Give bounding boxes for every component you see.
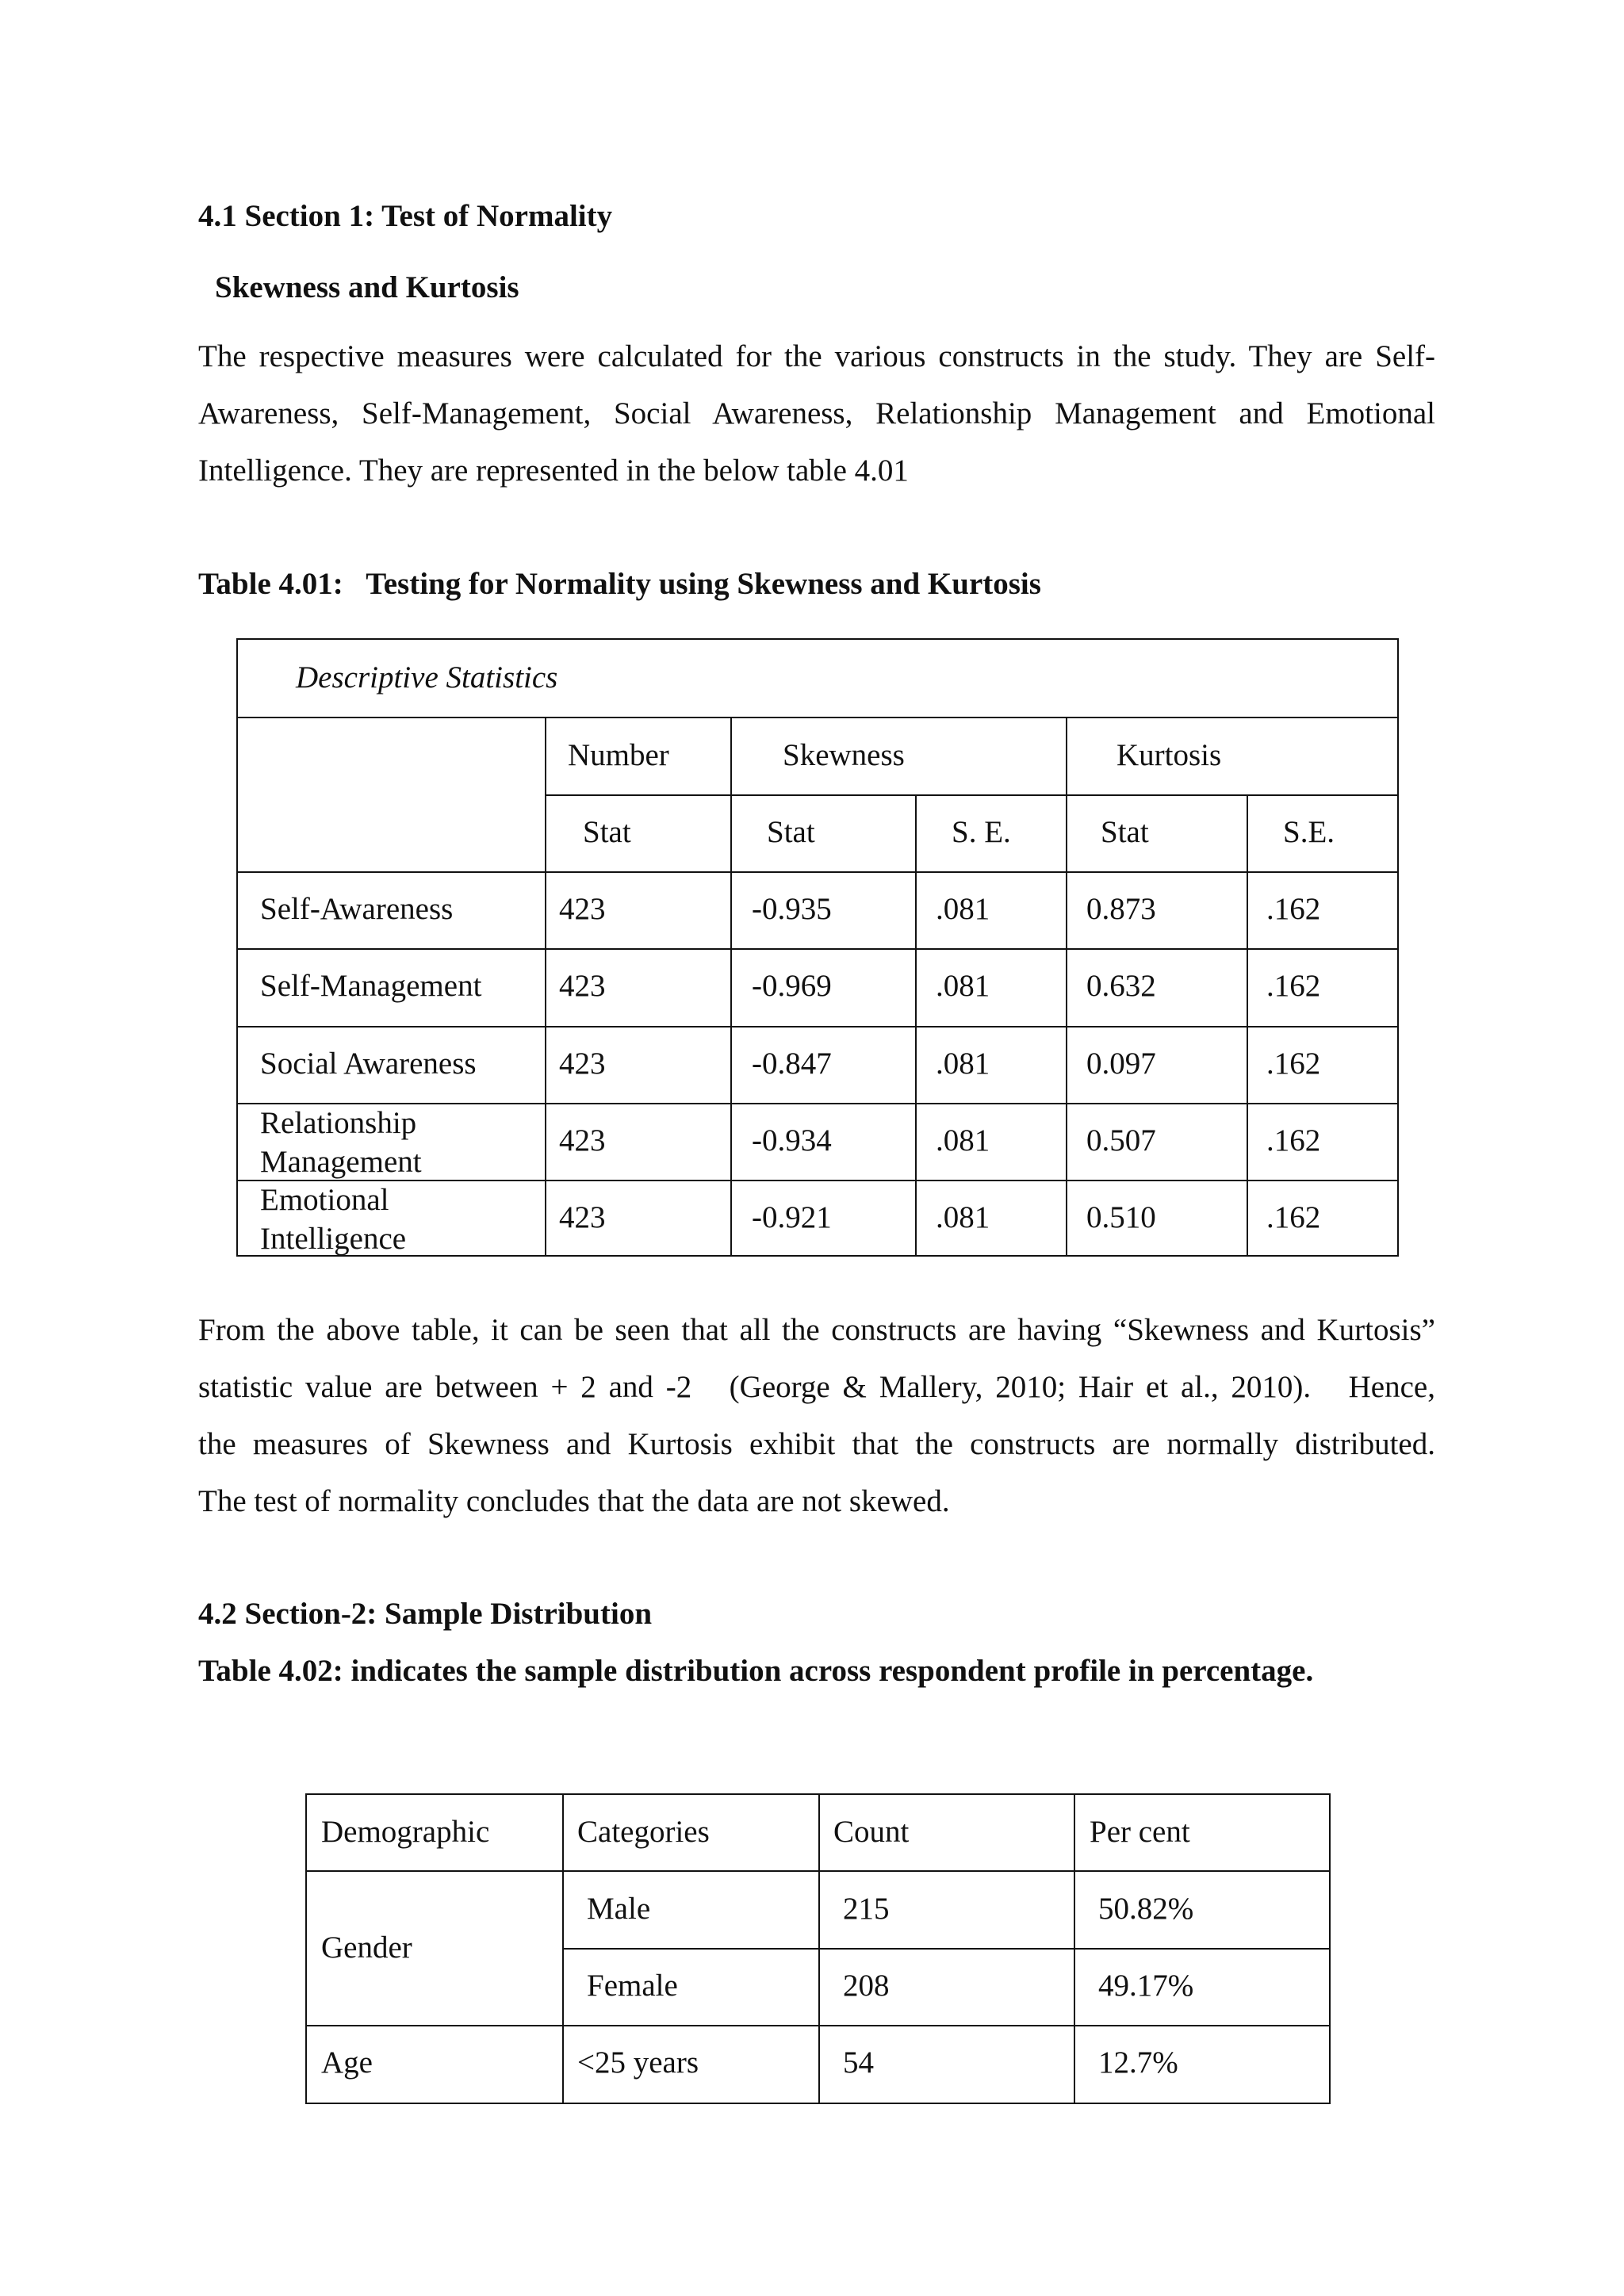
cell-skew-se: .081	[936, 892, 990, 926]
cell-skew-stat: -0.934	[752, 1123, 832, 1158]
conclusion-line: the measures of Skewness and Kurtosis exhibit that the constructs are normally distributed.	[198, 1427, 1435, 1461]
intro-line: The respective measures were calculated for the various constructs in the study. They are Self-	[198, 339, 1435, 373]
cell-skew-stat: -0.969	[752, 969, 832, 1003]
cell-n: 423	[559, 1123, 606, 1158]
row-label-line: Emotional	[260, 1183, 389, 1217]
cell-n: 423	[559, 892, 606, 926]
cell-n: 423	[559, 1047, 606, 1081]
cell-skew-se: .081	[936, 1123, 990, 1158]
sample-distribution-table	[305, 1793, 1331, 2104]
percent-cell: 49.17%	[1098, 1969, 1194, 2003]
intro-line: Intelligence. They are represented in the below table 4.01	[198, 453, 909, 488]
row-label	[260, 1104, 422, 1181]
demographic-age: Age	[321, 2045, 373, 2080]
row-label-line: Relationship	[260, 1106, 417, 1140]
cell-n: 423	[559, 969, 606, 1003]
table-caption: Table 4.01: Testing for Normality using Skewness and Kurtosis	[198, 567, 1041, 601]
demographic-gender: Gender	[321, 1931, 412, 1965]
percent-cell: 12.7%	[1098, 2045, 1178, 2080]
count-cell: 54	[843, 2045, 874, 2080]
category-cell: Female	[587, 1969, 678, 2003]
count-cell: 208	[843, 1969, 890, 2003]
section-subheading: Skewness and Kurtosis	[215, 270, 519, 304]
header-skewness: Skewness	[783, 738, 905, 772]
subheader-kurt-se: S.E.	[1283, 815, 1335, 849]
row-label-line: Intelligence	[260, 1222, 407, 1256]
header-percent: Per cent	[1090, 1815, 1190, 1849]
intro-line: Awareness, Self-Management, Social Awareness, Relationship Management and Emotional	[198, 396, 1435, 430]
table-title: Descriptive Statistics	[296, 660, 558, 695]
conclusion-line: statistic value are between + 2 and -2 (George & Mallery, 2010; Hair et al., 2010). Hence,	[198, 1370, 1435, 1404]
subheader-skew-se: S. E.	[952, 815, 1011, 849]
cell-kurt-stat: 0.873	[1086, 892, 1156, 926]
row-label: Self-Management	[260, 969, 482, 1003]
subheader-n-stat: Stat	[583, 815, 631, 849]
row-label	[260, 1181, 406, 1258]
cell-skew-se: .081	[936, 1200, 990, 1234]
header-count: Count	[833, 1815, 910, 1849]
cell-skew-stat: -0.847	[752, 1047, 832, 1081]
category-cell: <25 years	[577, 2045, 699, 2080]
cell-skew-stat: -0.921	[752, 1200, 832, 1234]
cell-n: 423	[559, 1200, 606, 1234]
row-label: Social Awareness	[260, 1047, 477, 1081]
header-number: Number	[568, 738, 669, 772]
cell-skew-se: .081	[936, 1047, 990, 1081]
cell-kurt-se: .162	[1266, 1047, 1321, 1081]
row-label-line: Management	[260, 1145, 422, 1179]
cell-skew-se: .081	[936, 969, 990, 1003]
header-kurtosis: Kurtosis	[1116, 738, 1222, 772]
table-caption: Table 4.02: indicates the sample distribution across respondent profile in percentage.	[198, 1654, 1314, 1688]
descriptive-statistics-table	[236, 638, 1399, 1257]
subheader-skew-stat: Stat	[767, 815, 815, 849]
subheader-kurt-stat: Stat	[1101, 815, 1149, 849]
cell-kurt-stat: 0.507	[1086, 1123, 1156, 1158]
cell-kurt-se: .162	[1266, 1200, 1321, 1234]
section-heading: 4.1 Section 1: Test of Normality	[198, 199, 613, 233]
cell-kurt-stat: 0.510	[1086, 1200, 1156, 1234]
section-heading: 4.2 Section-2: Sample Distribution	[198, 1597, 653, 1631]
cell-skew-stat: -0.935	[752, 892, 832, 926]
row-label: Self-Awareness	[260, 892, 454, 926]
header-demographic: Demographic	[321, 1815, 490, 1849]
cell-kurt-se: .162	[1266, 1123, 1321, 1158]
cell-kurt-stat: 0.097	[1086, 1047, 1156, 1081]
count-cell: 215	[843, 1892, 890, 1926]
cell-kurt-stat: 0.632	[1086, 969, 1156, 1003]
category-cell: Male	[587, 1892, 651, 1926]
conclusion-line: The test of normality concludes that the data are not skewed.	[198, 1484, 950, 1518]
cell-kurt-se: .162	[1266, 969, 1321, 1003]
conclusion-line: From the above table, it can be seen that all the constructs are having “Skewness and Kurtosis”	[198, 1313, 1435, 1347]
cell-kurt-se: .162	[1266, 892, 1321, 926]
header-categories: Categories	[577, 1815, 710, 1849]
percent-cell: 50.82%	[1098, 1892, 1194, 1926]
